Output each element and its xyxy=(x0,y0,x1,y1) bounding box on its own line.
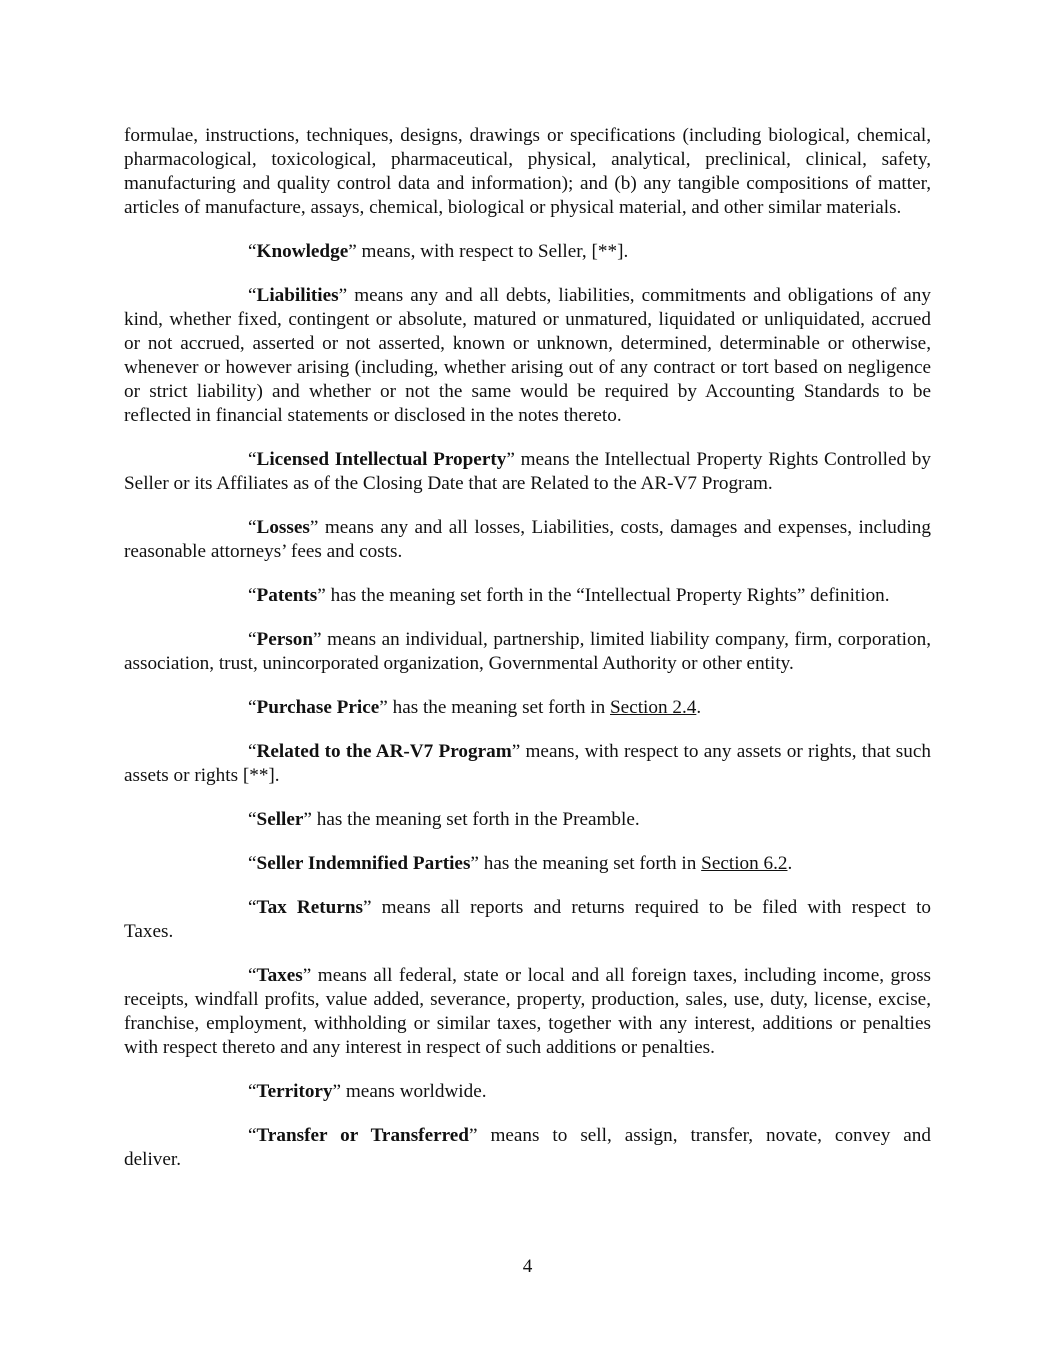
term: Losses xyxy=(256,517,310,538)
definition-tax-returns-tail: Taxes. xyxy=(124,921,174,942)
term: Seller Indemnified Parties xyxy=(256,853,471,874)
definition-text: means any and all losses, Liabilities, costs, damages and expenses, including reasonable attorneys’ fees and costs. xyxy=(124,517,931,562)
definition-text: means an individual, partnership, limited liability company, firm, corporation, association, trust, unincorporated organization, Governmental Authority or other entity. xyxy=(124,629,931,674)
definition-purchase-price: “Purchase Price” has the meaning set forth in Section 2.4. xyxy=(248,697,702,718)
definition-text: means all reports and returns required to be filed with respect to xyxy=(371,897,932,918)
definition-person: “Person” means an individual, partnership, limited liability company, firm, corporation, association, trust, unincorporated organization, Governmental Authority or other entity. xyxy=(124,629,931,674)
term: Purchase Price xyxy=(256,697,380,718)
definition-text: means, with respect to Seller, [**]. xyxy=(356,241,629,262)
definition-text: means to sell, assign, transfer, novate, convey and xyxy=(477,1125,931,1146)
definition-transfer-tail: deliver. xyxy=(124,1149,182,1170)
definition-taxes: “Taxes” means all federal, state or local and all foreign taxes, including income, gross receipts, windfall profits, value added, severance, property, production, sales, use, duty, license, excise, franchise, employment, withholding or similar taxes, together with any interest, additions or penalties with respect thereto and any interest in respect of such additions or penalties. xyxy=(124,965,931,1058)
definition-seller: “Seller” has the meaning set forth in the Preamble. xyxy=(248,809,640,830)
definition-text: means any and all debts, liabilities, commitments and obligations of any kind, whether fixed, contingent or absolute, matured or unmatured, liquidated or unliquidated, accrued or not accrued, asserted or not asserted, known or unknown, determined, determinable or otherwise, whenever or however arising (including, whether arising out of any contract or tort based on negligence or strict liability) and whether or not the same would be required by Accounting Standards to be reflected in financial statements or disclosed in the notes thereto. xyxy=(124,285,931,426)
term: Transfer or Transferred xyxy=(256,1125,469,1146)
definition-patents: “Patents” has the meaning set forth in the “Intellectual Property Rights” definition. xyxy=(248,585,890,606)
term: Tax Returns xyxy=(256,897,363,918)
term: Taxes xyxy=(256,965,303,986)
term: Patents xyxy=(256,585,318,606)
term: Seller xyxy=(256,809,304,830)
term: Related to the AR-V7 Program xyxy=(256,741,512,762)
intro-paragraph: formulae, instructions, techniques, designs, drawings or specifications (including biological, chemical, pharmacological, toxicological, pharmaceutical, physical, analytical, preclinical, clinical, safety, manufacturing and quality control data and information); and (b) any tangible compositions of matter, articles of manufacture, assays, chemical, biological or physical material, and other similar materials. xyxy=(124,125,931,218)
term: Liabilities xyxy=(256,285,339,306)
page-number: 4 xyxy=(522,1256,533,1277)
term: Knowledge xyxy=(256,241,349,262)
definition-territory: “Territory” means worldwide. xyxy=(248,1081,487,1102)
definition-knowledge: “Knowledge” means, with respect to Seller, [**]. xyxy=(248,241,629,262)
definition-transfer: “Transfer or Transferred” means to sell, assign, transfer, novate, convey and xyxy=(248,1125,931,1146)
definition-seller-indemnified-parties: “Seller Indemnified Parties” has the meaning set forth in Section 6.2. xyxy=(248,853,793,874)
definition-tax-returns: “Tax Returns” means all reports and returns required to be filed with respect to xyxy=(248,897,932,918)
definition-liabilities: “Liabilities” means any and all debts, liabilities, commitments and obligations of any kind, whether fixed, contingent or absolute, matured or unmatured, liquidated or unliquidated, accrued or not accrued, asserted or not asserted, known or unknown, determined, determinable or otherwise, whenever or however arising (including, whether arising out of any contract or tort based on negligence or strict liability) and whether or not the same would be required by Accounting Standards to be reflected in financial statements or disclosed in the notes thereto. xyxy=(124,285,931,426)
definition-licensed-ip: “Licensed Intellectual Property” means the Intellectual Property Rights Controlled by Seller or its Affiliates as of the Closing Date that are Related to the AR-V7 Program. xyxy=(124,449,931,494)
definition-text: means the Intellectual Property Rights Controlled by Seller or its Affiliates as of the Closing Date that are Related to the AR-V7 Program. xyxy=(124,449,931,494)
definition-losses: “Losses” means any and all losses, Liabilities, costs, damages and expenses, including reasonable attorneys’ fees and costs. xyxy=(124,517,931,562)
definition-text: has the meaning set forth in xyxy=(387,697,610,718)
term: Person xyxy=(256,629,314,650)
definition-text-end: . xyxy=(787,853,793,874)
definition-text: has the meaning set forth in xyxy=(478,853,702,874)
section-link[interactable]: Section 2.4 xyxy=(610,697,697,718)
definition-text: has the meaning set forth in the Preamble. xyxy=(311,809,640,830)
definition-text: has the meaning set forth in the “Intellectual Property Rights” definition. xyxy=(325,585,890,606)
section-link[interactable]: Section 6.2 xyxy=(701,853,788,874)
definition-text: means worldwide. xyxy=(341,1081,487,1102)
document-page xyxy=(124,124,931,1192)
definition-related-to-program: “Related to the AR-V7 Program” means, with respect to any assets or rights, that such assets or rights [**]. xyxy=(124,741,931,786)
definition-text: means all federal, state or local and all foreign taxes, including income, gross receipts, windfall profits, value added, severance, property, production, sales, use, duty, license, excise, franchise, employment, withholding or similar taxes, together with any interest, additions or penalties with respect thereto and any interest in respect of such additions or penalties. xyxy=(124,965,931,1058)
term: Licensed Intellectual Property xyxy=(256,449,507,470)
definition-text-end: . xyxy=(696,697,702,718)
term: Territory xyxy=(256,1081,333,1102)
definition-text: means, with respect to any assets or rights, that such assets or rights [**]. xyxy=(124,741,931,786)
